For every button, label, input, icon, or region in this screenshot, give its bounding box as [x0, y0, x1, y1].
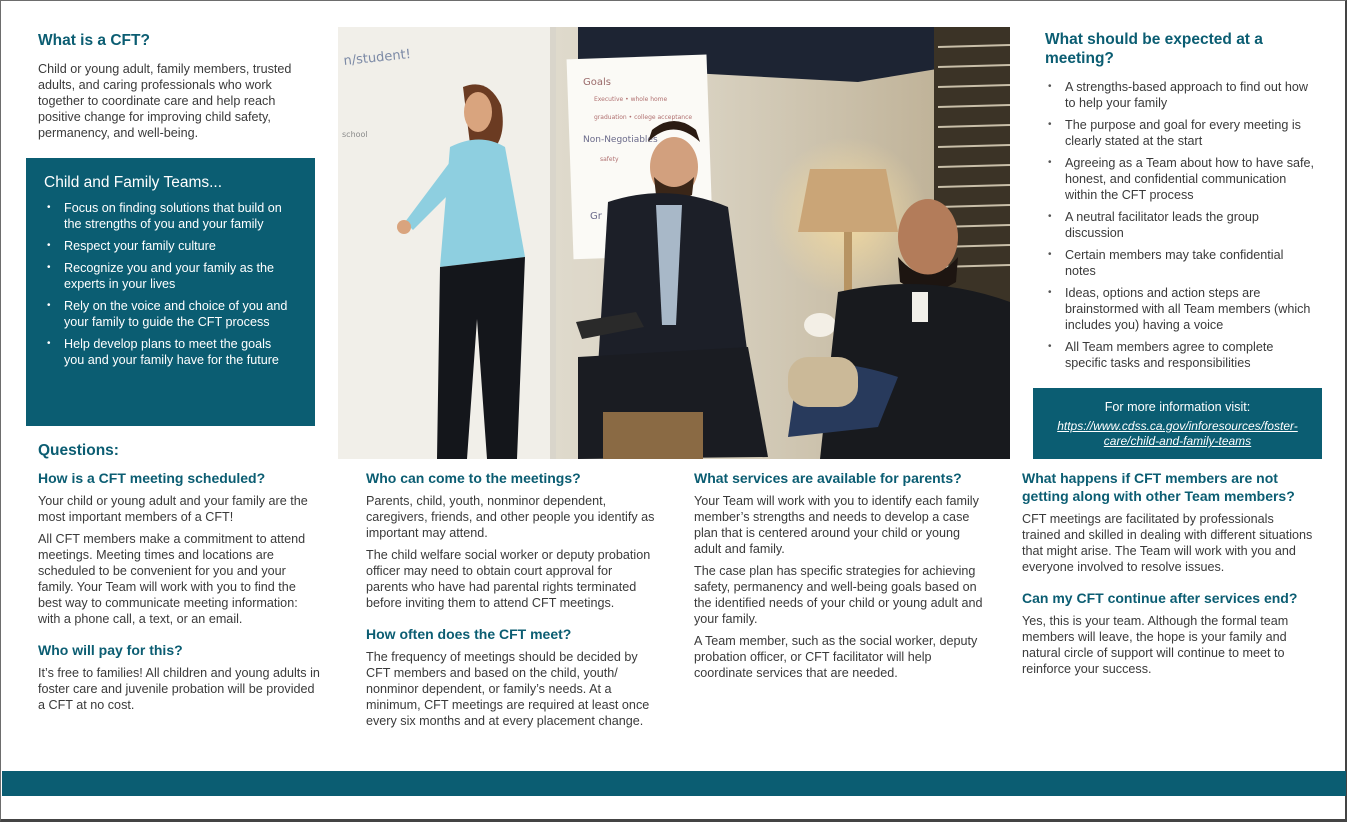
list-item: • Rely on the voice and choice of you and your family to guide the CFT process [44, 298, 294, 330]
expected-at-meeting-list [1045, 79, 1315, 377]
questions-heading: Questions: [38, 442, 119, 459]
whiteboard-text: Gr [590, 211, 602, 222]
child-family-teams-list [44, 200, 297, 368]
question-heading: What happens if CFT members are not getting along with other Team members? [1022, 470, 1295, 504]
answer-text: Yes, this is your team. Although the formal team members will leave, the hope is your family and natural circle of support will continue to meet to reinforce your success. [1022, 614, 1289, 676]
expected-at-meeting-heading: What should be expected at a meeting? [1045, 31, 1263, 67]
whiteboard-text: Executive • whole home [594, 96, 668, 103]
answer-text: Your child or young adult and your family are the most important members of a CFT! [38, 494, 308, 524]
question-heading: How often does the CFT meet? [366, 626, 572, 642]
questions-column-2 [366, 469, 656, 735]
list-item: • Ideas, options and action steps are brainstormed with all Team members (which includes you) having a voice [1045, 285, 1315, 333]
answer-text: A Team member, such as the social worker, deputy probation officer, or CFT facilitator will help coordinate services that are needed. [694, 634, 978, 680]
list-item: • Respect your family culture [44, 238, 294, 254]
team-meeting-photo [338, 27, 1010, 459]
list-item: • Focus on finding solutions that build on the strengths of you and your family [44, 200, 294, 232]
list-item: • The purpose and goal for every meeting is clearly stated at the start [1045, 117, 1315, 149]
team-meeting-illustration [338, 27, 1010, 459]
list-item: • A neutral facilitator leads the group discussion [1045, 209, 1315, 241]
whiteboard-text: school [342, 130, 368, 139]
answer-text: Parents, child, youth, nonminor dependent, caregivers, friends, and other people you identify as important may attend. [366, 494, 655, 540]
answer-text: It’s free to families! All children and young adults in foster care and juvenile probation will be provided a CFT at no cost. [38, 666, 320, 712]
questions-column-3 [694, 469, 984, 687]
answer-text: Your Team will work with you to identify each family member’s strengths and needs to develop a case plan that is centered around your child or young adult and family. [694, 494, 979, 556]
questions-column-4 [1022, 469, 1314, 683]
whiteboard-text: safety [600, 156, 619, 163]
more-info-box [1033, 388, 1322, 459]
child-family-teams-heading: Child and Family Teams... [44, 174, 223, 191]
question-heading: Can my CFT continue after services end? [1022, 590, 1298, 606]
question-heading: Who can come to the meetings? [366, 470, 581, 486]
whiteboard-text: Non-Negotiables [583, 135, 658, 145]
answer-text: All CFT members make a commitment to attend meetings. Meeting times and locations are scheduled to be convenient for you and your family. Your Team will work with you to find the best way to communicate meeting information: with a phone call, a text, or an email. [38, 532, 306, 626]
question-heading: Who will pay for this? [38, 642, 183, 658]
list-item: • Agreeing as a Team about how to have safe, honest, and confidential communication within the CFT process [1045, 155, 1315, 203]
list-item: • All Team members agree to complete specific tasks and responsibilities [1045, 339, 1315, 371]
list-item: • Help develop plans to meet the goals you and your family have for the future [44, 336, 294, 368]
more-info-link[interactable]: https://www.cdss.ca.gov/inforesources/foster-care/child-and-family-teams [1057, 419, 1298, 448]
what-is-cft-heading: What is a CFT? [38, 32, 150, 49]
list-item: • A strengths-based approach to find out how to help your family [1045, 79, 1315, 111]
question-heading: What services are available for parents? [694, 470, 962, 486]
whiteboard-text: graduation • college acceptance [594, 114, 693, 121]
whiteboard-text: Goals [583, 77, 611, 88]
more-info-label: For more information visit: [1104, 400, 1251, 414]
list-item: • Recognize you and your family as the experts in your lives [44, 260, 294, 292]
child-family-teams-box [26, 158, 315, 426]
question-heading: How is a CFT meeting scheduled? [38, 470, 266, 486]
whiteboard-text: n/student! [342, 47, 412, 69]
list-item: • Certain members may take confidential notes [1045, 247, 1315, 279]
answer-text: The child welfare social worker or deputy probation officer may need to obtain court approval for parents who have had parental rights terminated before inviting them to attend CFT meetings. [366, 548, 651, 610]
footer-bar [2, 771, 1346, 796]
answer-text: The frequency of meetings should be decided by CFT members and based on the child, youth/ nonminor dependent, or family’s needs. At a minimum, CFT meetings are required at least once every six months and at every placement change. [366, 650, 650, 728]
answer-text: CFT meetings are facilitated by professionals trained and skilled in dealing with different situations that might arise. The Team will work with you and everyone involved to resolve issues. [1022, 512, 1313, 574]
what-is-cft-text: Child or young adult, family members, trusted adults, and caring professionals who work together to coordinate care and help reach positive change for improving child safety, permanency, and well-being. [38, 62, 292, 140]
questions-column-1 [38, 469, 322, 719]
answer-text: The case plan has specific strategies for achieving safety, permanency and well-being goals based on the identified needs of your child or young adult and your family. [694, 564, 983, 626]
